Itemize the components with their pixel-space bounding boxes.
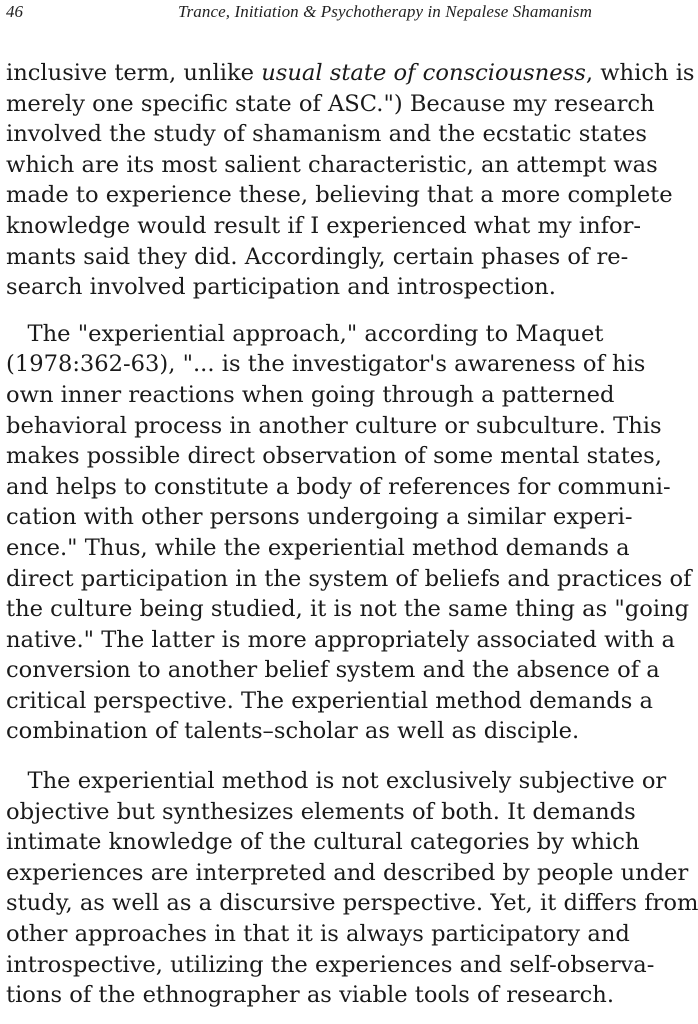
paragraph-1	[6, 58, 695, 303]
text-line: The experiential method is not exclusively subjective or	[6, 768, 667, 795]
running-title: Trance, Initiation & Psychotherapy in Nepalese Shamanism	[177, 2, 592, 21]
paragraph-spacer	[6, 303, 598, 319]
paragraph-spacer	[6, 747, 598, 766]
text-line: tions of the ethnographer as viable tools of research.	[6, 982, 615, 1009]
text-line: study, as well as a discursive perspective. Yet, it differs from	[6, 890, 698, 917]
text-line: the culture being studied, it is not the same thing as "going	[6, 596, 690, 623]
text-line: knowledge would result if I experienced what my infor-	[6, 212, 642, 239]
text-line: behavioral process in another culture or subculture. This	[6, 412, 662, 439]
text-line: search involved participation and introspection.	[6, 274, 556, 301]
text-line: cation with other persons undergoing a similar experi-	[6, 504, 633, 531]
emphasized-phrase: usual state of consciousness	[261, 60, 586, 86]
text-line: other approaches in that it is always participatory and	[6, 921, 630, 948]
text-line: made to experience these, believing that a more complete	[6, 182, 673, 209]
paragraph-2	[6, 319, 692, 747]
text-line: critical perspective. The experiential method demands a	[6, 687, 653, 714]
body-text	[6, 58, 698, 1011]
text-line: conversion to another belief system and the absence of a	[6, 657, 660, 684]
text-line: native." The latter is more appropriately associated with a	[6, 626, 675, 653]
page-number: 46	[6, 2, 23, 21]
text-line: intimate knowledge of the cultural categories by which	[6, 829, 640, 856]
text-line: objective but synthesizes elements of both. It demands	[6, 798, 636, 825]
text-line: inclusive term, unlike usual state of consciousness, which is	[6, 60, 695, 86]
text-line: combination of talents–scholar as well as disciple.	[6, 718, 580, 745]
text-line: (1978:362-63), "... is the investigator's awareness of his	[6, 351, 646, 378]
paragraph-3	[6, 766, 698, 1011]
text-line: merely one specific state of ASC.") Because my research	[6, 90, 655, 117]
text-line: which are its most salient characteristic, an attempt was	[6, 151, 658, 178]
text-line: ence." Thus, while the experiential method demands a	[6, 534, 630, 561]
text-line: The "experiential approach," according to Maquet	[6, 320, 604, 347]
text-line: introspective, utilizing the experiences and self-observa-	[6, 951, 655, 978]
text-line: mants said they did. Accordingly, certain phases of re-	[6, 243, 629, 270]
text-line: own inner reactions when going through a patterned	[6, 381, 615, 408]
text-line: direct participation in the system of beliefs and practices of	[6, 565, 692, 592]
text-line: experiences are interpreted and described by people under	[6, 859, 689, 886]
text-line: and helps to constitute a body of references for communi-	[6, 473, 671, 500]
running-head	[6, 2, 592, 24]
text-line: involved the study of shamanism and the ecstatic states	[6, 121, 647, 148]
text-line: makes possible direct observation of some mental states,	[6, 443, 662, 470]
